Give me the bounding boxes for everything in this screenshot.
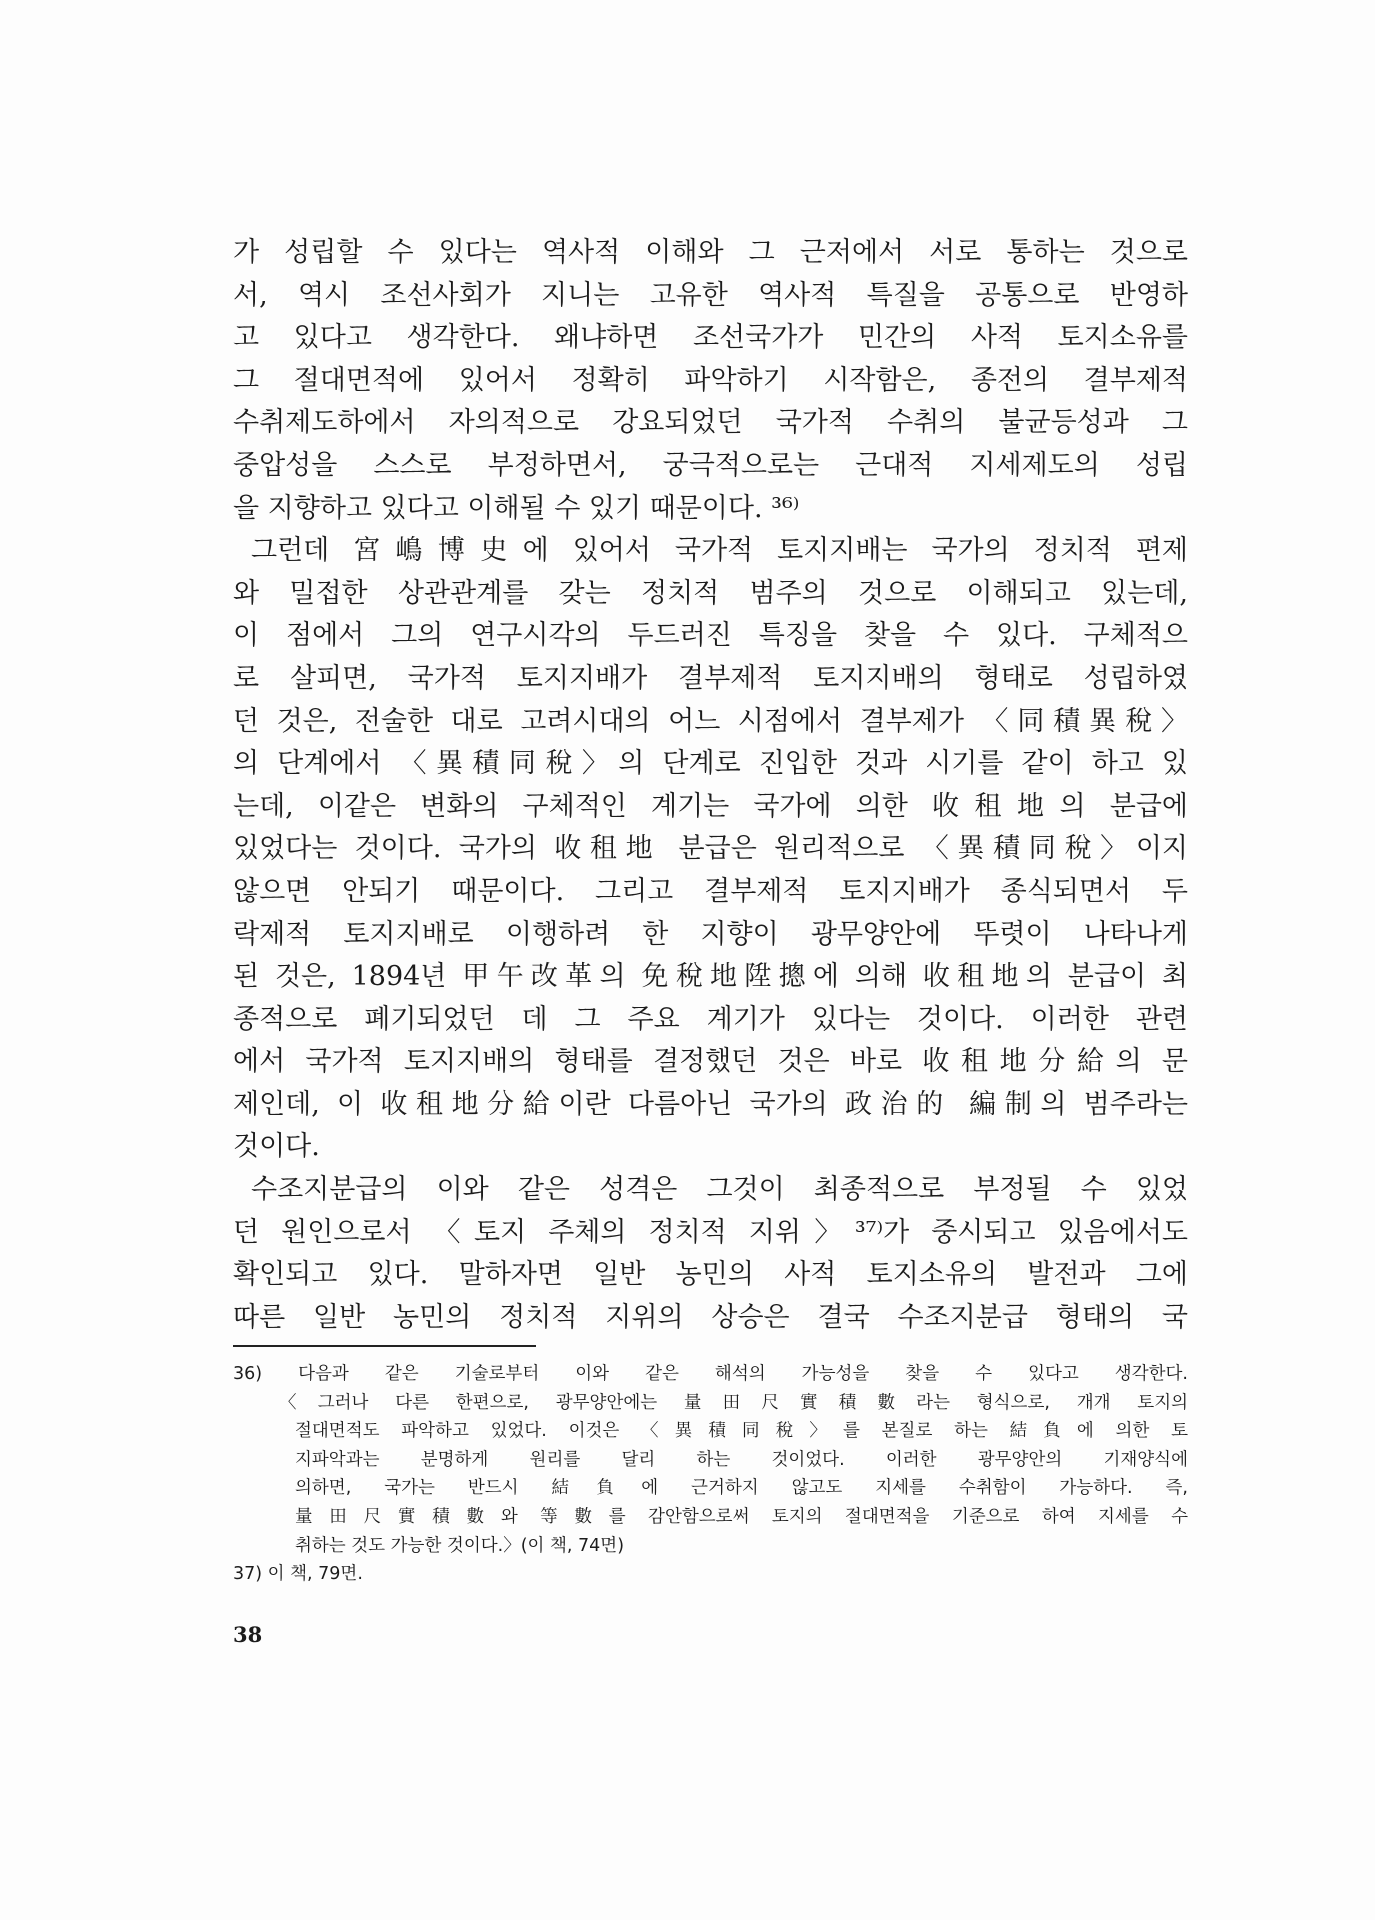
body-line-18: 된 것은, 1894년 甲午改革의 免稅地陞摠에 의해 收租地의 분급이 최	[233, 961, 1188, 993]
body-line-21: 제인데, 이 收租地分給이란 다름아닌 국가의 政治的 編制의 범주라는	[233, 1088, 1188, 1120]
footnote-36-line-6: 量田尺實積數와 等數를 감안함으로써 토지의 절대면적을 기준으로 하여 지세를 수	[295, 1506, 1188, 1527]
body-line-7: 을 지향하고 있다고 이해될 수 있기 때문이다. ³⁶⁾	[233, 492, 800, 524]
body-line-26: 따른 일반 농민의 정치적 지위의 상승은 결국 수조지분급 형태의 국	[233, 1301, 1188, 1333]
body-line-8: 그런데 宮嶋博史에 있어서 국가적 토지지배는 국가의 정치적 편제	[251, 535, 1188, 567]
body-line-24: 던 원인으로서 〈토지 주체의 정치적 지위〉³⁷⁾가 중시되고 있음에서도	[233, 1216, 1188, 1248]
body-line-23: 수조지분급의 이와 같은 성격은 그것이 최종적으로 부정될 수 있었	[251, 1174, 1188, 1206]
body-text	[233, 232, 1188, 1339]
body-line-4: 그 절대면적에 있어서 정확히 파악하기 시작함은, 종전의 결부제적	[233, 364, 1188, 396]
footnote-36-line-5: 의하면, 국가는 반드시 結負에 근거하지 않고도 지세를 수취함이 가능하다. 즉,	[295, 1478, 1188, 1499]
footnote-36-line-4: 지파악과는 분명하게 원리를 달리 하는 것이었다. 이러한 광무양안의 기재양식에	[295, 1449, 1188, 1470]
body-line-16: 않으면 안되기 때문이다. 그리고 결부제적 토지지배가 종식되면서 두	[233, 875, 1188, 907]
footnote-36-line-2: 〈그러나 다른 한편으로, 광무양안에는 量田尺實積數라는 형식으로, 개개 토지의	[279, 1392, 1188, 1413]
body-line-19: 종적으로 폐기되었던 데 그 주요 계기가 있다는 것이다. 이러한 관련	[233, 1003, 1188, 1035]
body-line-2: 서, 역시 조선사회가 지니는 고유한 역사적 특질을 공통으로 반영하	[233, 279, 1188, 311]
footnote-36-line-3: 절대면적도 파악하고 있었다. 이것은 〈異積同稅〉를 본질로 하는 結負에 의한 토	[295, 1421, 1188, 1442]
footnote-36-line-7: 취하는 것도 가능한 것이다.〉(이 책, 74면)	[295, 1535, 625, 1556]
page-number: 38	[233, 1622, 263, 1647]
body-line-25: 확인되고 있다. 말하자면 일반 농민의 사적 토지소유의 발전과 그에	[233, 1259, 1188, 1291]
footnote-36-line-1: 36) 다음과 같은 기술로부터 이와 같은 해석의 가능성을 찾을 수 있다고 생각한다.	[233, 1364, 1188, 1384]
body-line-12: 던 것은, 전술한 대로 고려시대의 어느 시점에서 결부제가 〈同積異稅〉	[233, 705, 1188, 737]
body-line-9: 와 밀접한 상관관계를 갖는 정치적 범주의 것으로 이해되고 있는데,	[233, 577, 1188, 609]
body-line-17: 락제적 토지지배로 이행하려 한 지향이 광무양안에 뚜렷이 나타나게	[233, 918, 1188, 950]
footnotes	[233, 1360, 1188, 1589]
footnote-divider	[233, 1345, 536, 1347]
body-line-15: 있었다는 것이다. 국가의 收租地 분급은 원리적으로 〈異積同稅〉이지	[233, 833, 1188, 865]
body-line-13: 의 단계에서 〈異積同稅〉의 단계로 진입한 것과 시기를 같이 하고 있	[233, 748, 1188, 780]
body-line-20: 에서 국가적 토지지배의 형태를 결정했던 것은 바로 收租地分給의 문	[233, 1046, 1188, 1078]
body-line-6: 중압성을 스스로 부정하면서, 궁극적으로는 근대적 지세제도의 성립	[233, 449, 1188, 481]
body-line-1: 가 성립할 수 있다는 역사적 이해와 그 근저에서 서로 통하는 것으로	[233, 237, 1188, 268]
body-line-22: 것이다.	[233, 1131, 320, 1163]
body-line-14: 는데, 이같은 변화의 구체적인 계기는 국가에 의한 收租地의 분급에	[233, 790, 1188, 822]
body-line-5: 수취제도하에서 자의적으로 강요되었던 국가적 수취의 불균등성과 그	[233, 407, 1188, 439]
body-line-10: 이 점에서 그의 연구시각의 두드러진 특징을 찾을 수 있다. 구체적으	[233, 620, 1188, 652]
body-line-3: 고 있다고 생각한다. 왜냐하면 조선국가가 민간의 사적 토지소유를	[233, 322, 1188, 354]
footnote-37: 37) 이 책, 79면.	[233, 1564, 363, 1585]
body-line-11: 로 살피면, 국가적 토지지배가 결부제적 토지지배의 형태로 성립하였	[233, 662, 1188, 694]
